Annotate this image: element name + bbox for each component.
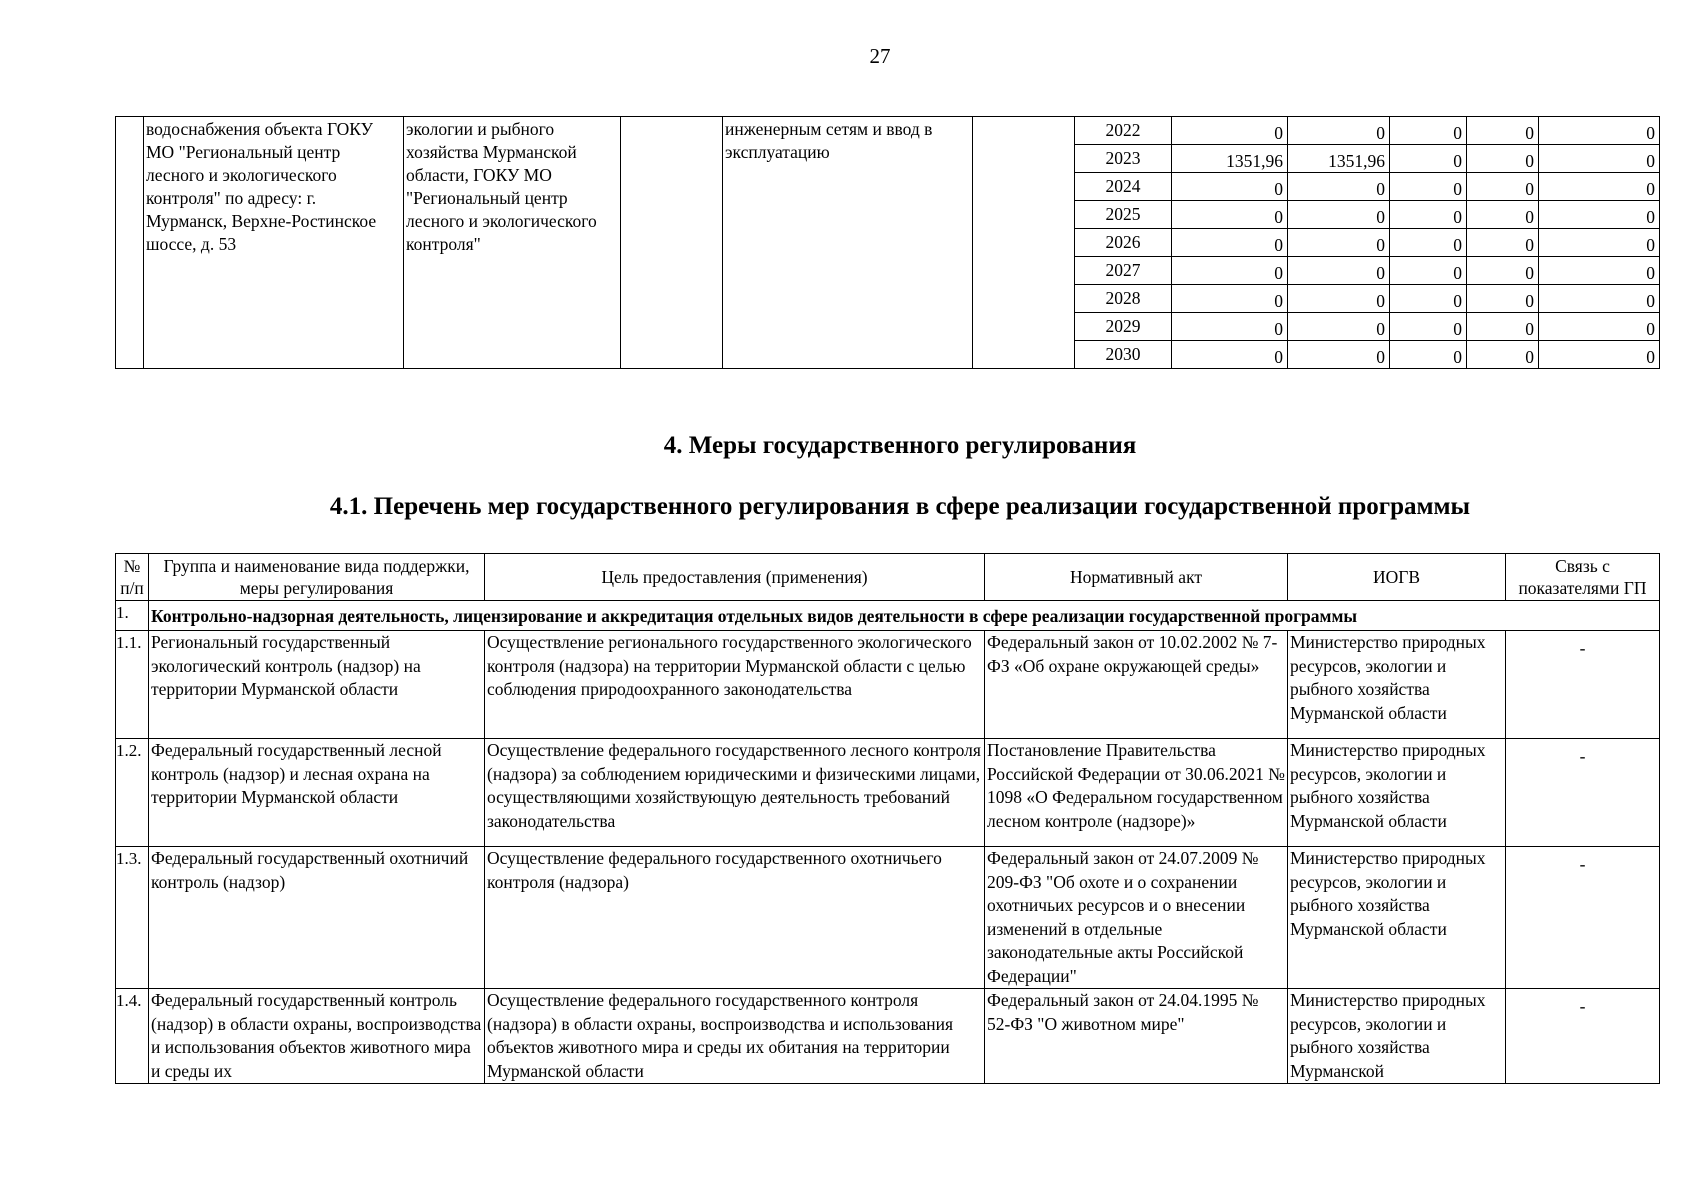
value-cell: 0	[1467, 313, 1539, 341]
measure-goal: Осуществление регионального государственного экологического контроля (надзора) на территории Мурманской области с целью соблюдения природоохранного законодательства	[485, 631, 985, 739]
value-cell: 0	[1390, 173, 1467, 201]
value-cell: 0	[1172, 201, 1288, 229]
section-heading: 4. Меры государственного регулирования	[663, 432, 1137, 459]
executor-cell: экологии и рыбного хозяйства Мурманской области, ГОКУ МО "Региональный центр лесного и экологического контроля"	[404, 117, 621, 369]
value-cell: 0	[1467, 341, 1539, 369]
value-cell: 0	[1390, 117, 1467, 145]
year-cell: 2023	[1075, 145, 1172, 173]
value-cell: 0	[1288, 257, 1390, 285]
value-cell: 0	[1539, 313, 1660, 341]
value-cell: 0	[1539, 145, 1660, 173]
measure-group: Федеральный государственный лесной контроль (надзор) и лесная охрана на территории Мурманской области	[149, 739, 485, 847]
value-cell: 0	[1172, 313, 1288, 341]
result-cell: инженерным сетям и ввод в эксплуатацию	[723, 117, 973, 369]
page-number: 27	[869, 44, 891, 68]
value-cell: 0	[1288, 341, 1390, 369]
table-row	[116, 117, 1660, 145]
value-cell: 0	[1467, 285, 1539, 313]
value-cell: 0	[1390, 285, 1467, 313]
header-link: Связь с показателями ГП	[1506, 554, 1660, 601]
value-cell: 0	[1390, 145, 1467, 173]
budget-table	[115, 116, 1660, 369]
measure-act: Федеральный закон от 10.02.2002 № 7-ФЗ «Об охране окружающей среды»	[985, 631, 1288, 739]
table-header-row	[116, 554, 1660, 601]
year-cell: 2030	[1075, 341, 1172, 369]
measure-act: Федеральный закон от 24.04.1995 № 52-ФЗ "О животном мире"	[985, 989, 1288, 1084]
year-cell: 2025	[1075, 201, 1172, 229]
regulation-measures-table	[115, 553, 1660, 1084]
value-cell: 0	[1467, 145, 1539, 173]
value-cell: 0	[1390, 257, 1467, 285]
value-cell: 0	[1539, 257, 1660, 285]
empty-cell	[973, 117, 1075, 369]
measure-group: Региональный государственный экологический контроль (надзор) на территории Мурманской области	[149, 631, 485, 739]
table-row	[116, 847, 1660, 989]
measure-goal: Осуществление федерального государственного лесного контроля (надзора) за соблюдением юридическими и физическими лицами, осуществляющими хозяйствующую деятельность требований законодательства	[485, 739, 985, 847]
value-cell: 0	[1288, 173, 1390, 201]
measure-number: 1.3.	[116, 847, 149, 989]
subsection-heading: 4.1. Перечень мер государственного регулирования в сфере реализации государственной программы	[329, 493, 1471, 520]
value-cell: 0	[1288, 313, 1390, 341]
measure-link: -	[1506, 739, 1660, 847]
value-cell: 0	[1390, 313, 1467, 341]
value-cell: 0	[1288, 285, 1390, 313]
value-cell: 0	[1539, 201, 1660, 229]
measure-group: Федеральный государственный контроль (надзор) в области охраны, воспроизводства и использования объектов животного мира и среды их	[149, 989, 485, 1084]
year-cell: 2029	[1075, 313, 1172, 341]
value-cell: 0	[1172, 173, 1288, 201]
measure-link: -	[1506, 847, 1660, 989]
value-cell: 0	[1539, 229, 1660, 257]
value-cell: 1351,96	[1172, 145, 1288, 173]
table-row	[116, 631, 1660, 739]
value-cell: 1351,96	[1288, 145, 1390, 173]
header-num: № п/п	[116, 554, 149, 601]
year-cell: 2024	[1075, 173, 1172, 201]
value-cell: 0	[1288, 117, 1390, 145]
header-group: Группа и наименование вида поддержки, меры регулирования	[149, 554, 485, 601]
measure-goal: Осуществление федерального государственного охотничьего контроля (надзора)	[485, 847, 985, 989]
header-iogv: ИОГВ	[1288, 554, 1506, 601]
section-title: Контрольно-надзорная деятельность, лицензирование и аккредитация отдельных видов деятельности в сфере реализации государственной программы	[149, 601, 1660, 631]
measure-group: Федеральный государственный охотничий контроль (надзор)	[149, 847, 485, 989]
table-row	[116, 989, 1660, 1084]
value-cell: 0	[1390, 229, 1467, 257]
value-cell: 0	[1467, 257, 1539, 285]
value-cell: 0	[1539, 117, 1660, 145]
value-cell: 0	[1390, 341, 1467, 369]
header-act: Нормативный акт	[985, 554, 1288, 601]
measure-number: 1.1.	[116, 631, 149, 739]
value-cell: 0	[1539, 285, 1660, 313]
measure-act: Постановление Правительства Российской Федерации от 30.06.2021 № 1098 «О Федеральном государственном лесном контроле (надзоре)»	[985, 739, 1288, 847]
value-cell: 0	[1467, 201, 1539, 229]
measure-iogv: Министерство природных ресурсов, экологии и рыбного хозяйства Мурманской области	[1288, 739, 1506, 847]
measure-link: -	[1506, 631, 1660, 739]
year-cell: 2028	[1075, 285, 1172, 313]
year-cell: 2027	[1075, 257, 1172, 285]
measure-iogv: Министерство природных ресурсов, экологии и рыбного хозяйства Мурманской	[1288, 989, 1506, 1084]
value-cell: 0	[1390, 201, 1467, 229]
year-cell: 2022	[1075, 117, 1172, 145]
value-cell: 0	[1467, 117, 1539, 145]
section-number: 1.	[116, 601, 149, 631]
measure-iogv: Министерство природных ресурсов, экологии и рыбного хозяйства Мурманской области	[1288, 631, 1506, 739]
table-row	[116, 739, 1660, 847]
section-row	[116, 601, 1660, 631]
value-cell: 0	[1467, 229, 1539, 257]
value-cell: 0	[1172, 117, 1288, 145]
row-index-cell	[116, 117, 144, 369]
header-goal: Цель предоставления (применения)	[485, 554, 985, 601]
measure-link: -	[1506, 989, 1660, 1084]
value-cell: 0	[1172, 341, 1288, 369]
value-cell: 0	[1539, 341, 1660, 369]
value-cell: 0	[1172, 229, 1288, 257]
measure-number: 1.4.	[116, 989, 149, 1084]
measure-iogv: Министерство природных ресурсов, экологии и рыбного хозяйства Мурманской области	[1288, 847, 1506, 989]
empty-cell	[621, 117, 723, 369]
value-cell: 0	[1288, 229, 1390, 257]
value-cell: 0	[1288, 201, 1390, 229]
measure-goal: Осуществление федерального государственного контроля (надзора) в области охраны, воспроизводства и использования объектов животного мира и среды их обитания на территории Мурманской области	[485, 989, 985, 1084]
object-name-cell: водоснабжения объекта ГОКУ МО "Региональный центр лесного и экологического контроля" по адресу: г. Мурманск, Верхне-Ростинское шоссе, д. 53	[144, 117, 404, 369]
value-cell: 0	[1172, 285, 1288, 313]
value-cell: 0	[1539, 173, 1660, 201]
measure-number: 1.2.	[116, 739, 149, 847]
value-cell: 0	[1467, 173, 1539, 201]
measure-act: Федеральный закон от 24.07.2009 № 209-ФЗ "Об охоте и о сохранении охотничьих ресурсов и о внесении изменений в отдельные законодательные акты Российской Федерации"	[985, 847, 1288, 989]
value-cell: 0	[1172, 257, 1288, 285]
year-cell: 2026	[1075, 229, 1172, 257]
